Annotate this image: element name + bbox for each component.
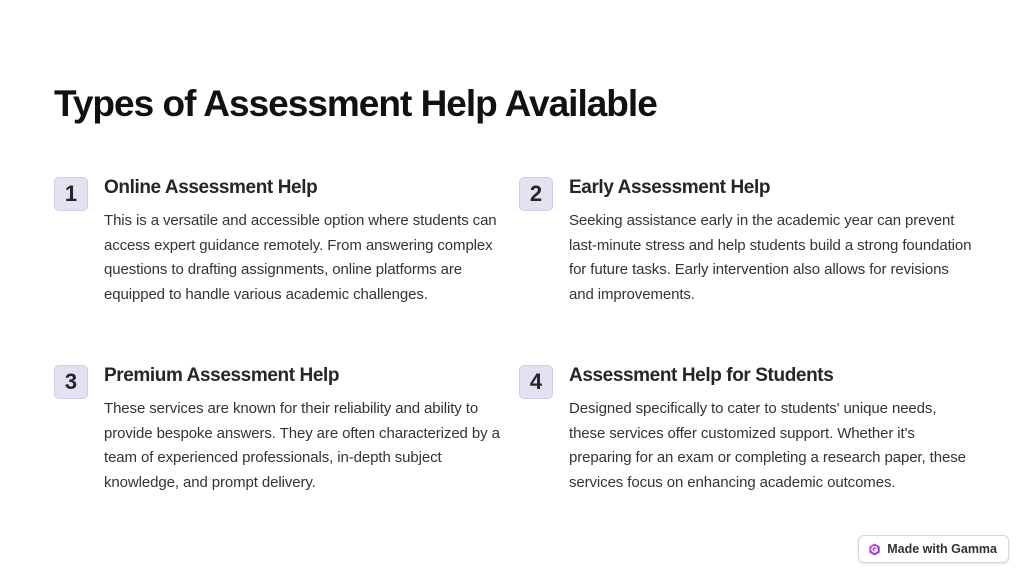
item-title: Online Assessment Help (104, 177, 318, 198)
item-description: This is a versatile and accessible option where students can access expert guidance remotely. From answering complex questions to drafting assignments, online platforms are equipped to handle various academic challenges. (104, 212, 497, 304)
made-with-gamma-button[interactable] (858, 535, 1009, 563)
number-badge: 1 (54, 177, 88, 211)
item-description: Seeking assistance early in the academic year can prevent last-minute stress and help students build a strong foundation for future tasks. Early intervention also allows for revisions and improvements. (569, 212, 972, 304)
slide-title: Types of Assessment Help Available (54, 83, 657, 124)
item-title: Early Assessment Help (569, 177, 771, 198)
number-badge: 2 (519, 177, 553, 211)
item-title: Premium Assessment Help (104, 365, 340, 386)
item-title: Assessment Help for Students (569, 365, 834, 386)
item-description: Designed specifically to cater to students' unique needs, these services offer customized support. Whether it's preparing for an exam or completing a research paper, these services focus on enhancing academic outcomes. (569, 400, 966, 492)
item-description: These services are known for their reliability and ability to provide bespoke answers. They are often characterized by a team of experienced professionals, in-depth subject knowledge, and prompt delivery. (104, 400, 500, 492)
number-badge: 4 (519, 365, 553, 399)
made-with-gamma-label: Made with Gamma (887, 542, 997, 556)
number-badge: 3 (54, 365, 88, 399)
gamma-logo-icon (868, 543, 881, 556)
